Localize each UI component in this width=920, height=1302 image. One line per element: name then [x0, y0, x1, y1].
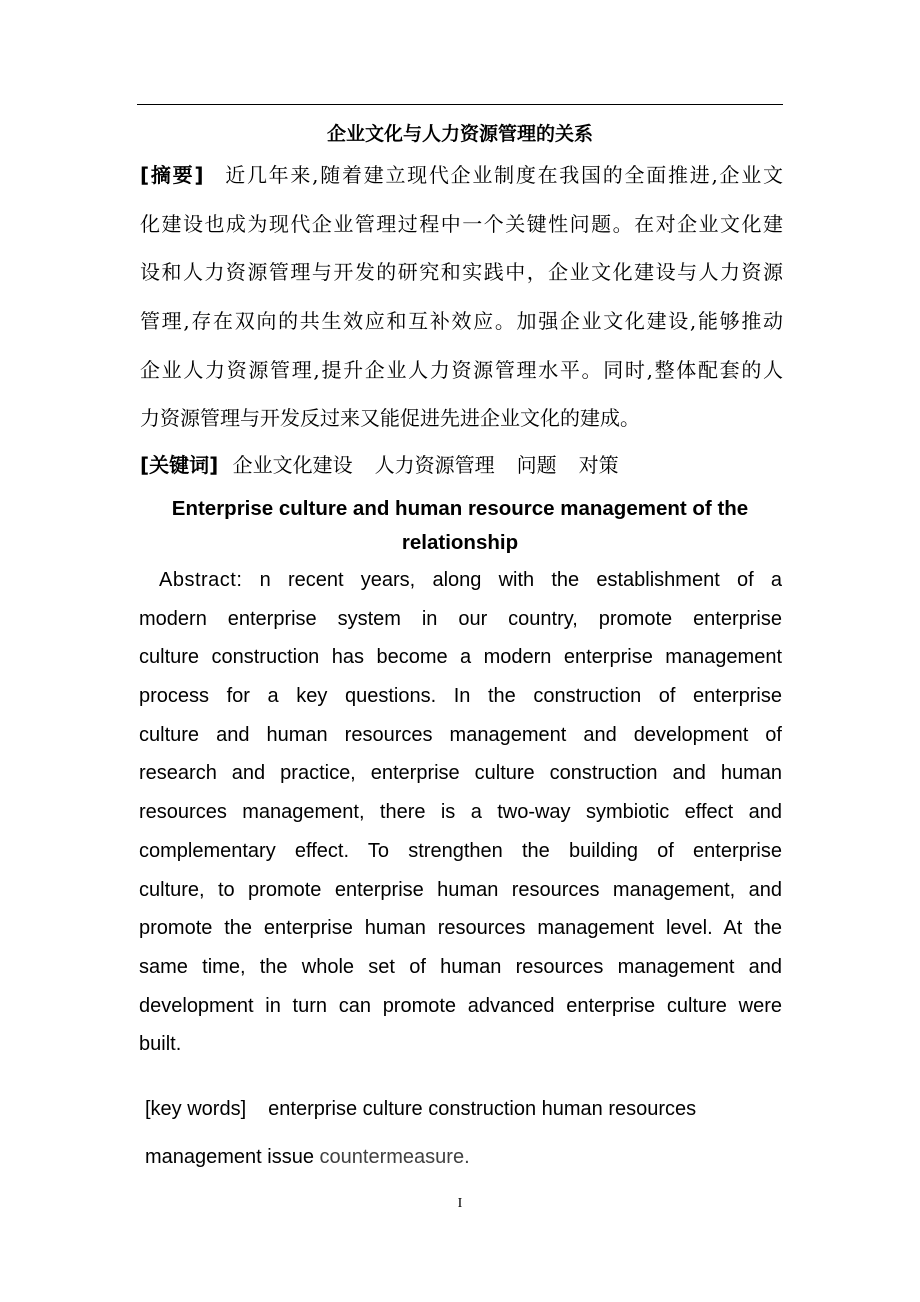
chinese-abstract-text: 近几年来,随着建立现代企业制度在我国的全面推进,企业文: [223, 163, 783, 187]
keyword: 问题: [516, 453, 557, 477]
english-abstract-line: culture and human resources management and development of: [139, 723, 782, 746]
english-abstract-line: culture construction has become a modern enterprise management: [139, 646, 782, 669]
english-keywords-text: enterprise culture construction human resources: [268, 1098, 697, 1120]
english-abstract-line: modern enterprise system in our country, promote enterprise: [139, 607, 782, 630]
english-keywords-line: [145, 1133, 785, 1181]
english-keywords-text: management issue: [145, 1146, 314, 1168]
english-abstract-line: built.: [139, 1033, 182, 1056]
chinese-abstract-line: 管理,存在双向的共生效应和互补效应。加强企业文化建设,能够推动: [140, 309, 783, 334]
english-abstract-label: Abstract:: [159, 569, 243, 591]
english-abstract-line: culture, to promote enterprise human resources management, and: [139, 878, 782, 901]
english-abstract-line: process for a key questions. In the construction of enterprise: [139, 685, 782, 708]
chinese-title: 企业文化与人力资源管理的关系: [326, 123, 593, 145]
english-abstract-line: resources management, there is a two-way symbiotic effect and: [139, 801, 782, 824]
chinese-abstract-line: 化建设也成为现代企业管理过程中一个关键性问题。在对企业文化建: [140, 211, 783, 236]
english-title: Enterprise culture and human resource management of the relationship: [171, 497, 749, 554]
chinese-abstract-line: 力资源管理与开发反过来又能促进先进企业文化的建成。: [140, 406, 640, 431]
chinese-abstract: [140, 151, 783, 443]
keyword: 对策: [578, 453, 619, 477]
keyword: 企业文化建设: [232, 453, 353, 477]
chinese-abstract-line: 企业人力资源管理,提升企业人力资源管理水平。同时,整体配套的人: [140, 357, 783, 382]
chinese-abstract-line: 设和人力资源管理与开发的研究和实践中，企业文化建设与人力资源: [140, 260, 783, 285]
english-abstract-line: complementary effect. To strengthen the building of enterprise: [139, 839, 782, 862]
english-abstract-line: [139, 561, 782, 600]
english-keyword-countermeasure: countermeasure.: [319, 1146, 470, 1168]
english-keywords-line: [145, 1085, 785, 1133]
page-number: I: [457, 1196, 463, 1211]
chinese-abstract-line: [140, 151, 783, 200]
chinese-keywords-label: [关键词]: [140, 453, 219, 477]
english-abstract-text: n recent years, along with the establishment of a: [259, 569, 782, 591]
english-abstract-line: same time, the whole set of human resources management and: [139, 955, 782, 978]
chinese-abstract-label: [摘要]: [140, 163, 204, 187]
header-rule: [137, 104, 783, 105]
chinese-keywords: [140, 441, 619, 489]
english-abstract-line: research and practice, enterprise culture construction and human: [139, 762, 782, 785]
english-keywords: [145, 1085, 785, 1181]
english-abstract: [139, 561, 782, 1064]
keyword: 人力资源管理: [374, 453, 495, 477]
english-abstract-line: promote the enterprise human resources management level. At the: [139, 917, 782, 940]
english-keywords-label: [key words]: [145, 1098, 247, 1120]
english-abstract-line: development in turn can promote advanced enterprise culture were: [139, 994, 782, 1017]
